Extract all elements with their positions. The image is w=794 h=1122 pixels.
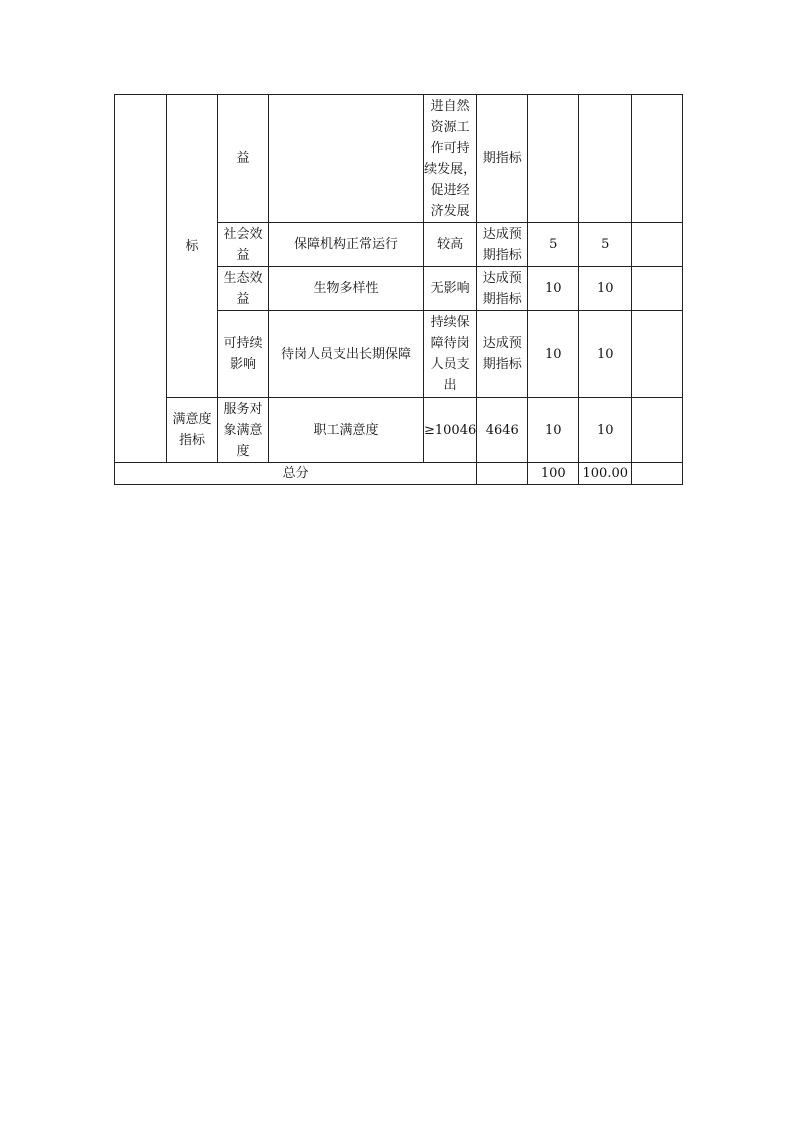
cell-weight: 10: [528, 267, 579, 311]
total-weight: 100: [528, 463, 579, 485]
cell-target: 无影响: [424, 267, 477, 311]
cell-actual: 4646: [477, 398, 528, 463]
cell-second-level: 满意度 指标: [167, 398, 218, 463]
cell-target: 持续保 障待岗 人员支 出: [424, 311, 477, 398]
cell-first-level: [115, 95, 167, 463]
cell-actual: 达成预 期指标: [477, 311, 528, 398]
cell-target: 较高: [424, 223, 477, 267]
cell-third-level: 服务对 象满意 度: [218, 398, 269, 463]
cell-score: 10: [579, 398, 632, 463]
cell-target: ≥10046: [424, 398, 477, 463]
cell-note: [632, 398, 683, 463]
cell-third-level: 生态效 益: [218, 267, 269, 311]
cell-indicator: [269, 95, 424, 223]
cell-target: 进自然 资源工 作可持 续发展， 促进经 济发展: [424, 95, 477, 223]
cell-weight: [528, 95, 579, 223]
total-label: 总分: [115, 463, 477, 485]
cell-weight: 10: [528, 398, 579, 463]
cell-indicator: 职工满意度: [269, 398, 424, 463]
cell-score: 10: [579, 267, 632, 311]
cell-actual: [477, 463, 528, 485]
cell-weight: 5: [528, 223, 579, 267]
cell-score: [579, 95, 632, 223]
total-score: 100.00: [579, 463, 632, 485]
cell-indicator: 待岗人员支出长期保障: [269, 311, 424, 398]
cell-actual: 期指标: [477, 95, 528, 223]
table-row-satisfaction: [115, 398, 683, 463]
cell-note: [632, 463, 683, 485]
cell-actual: 达成预 期指标: [477, 267, 528, 311]
performance-table: [114, 94, 683, 485]
cell-note: [632, 311, 683, 398]
cell-third-level: 可持续 影响: [218, 311, 269, 398]
cell-third-level: 社会效 益: [218, 223, 269, 267]
cell-indicator: 生物多样性: [269, 267, 424, 311]
table-row-total: [115, 463, 683, 485]
table-row-continued: [115, 95, 683, 223]
cell-note: [632, 95, 683, 223]
cell-weight: 10: [528, 311, 579, 398]
cell-actual: 达成预 期指标: [477, 223, 528, 267]
cell-note: [632, 267, 683, 311]
cell-second-level: 标: [167, 95, 218, 398]
cell-score: 10: [579, 311, 632, 398]
cell-indicator: 保障机构正常运行: [269, 223, 424, 267]
cell-third-level: 益: [218, 95, 269, 223]
cell-score: 5: [579, 223, 632, 267]
cell-note: [632, 223, 683, 267]
